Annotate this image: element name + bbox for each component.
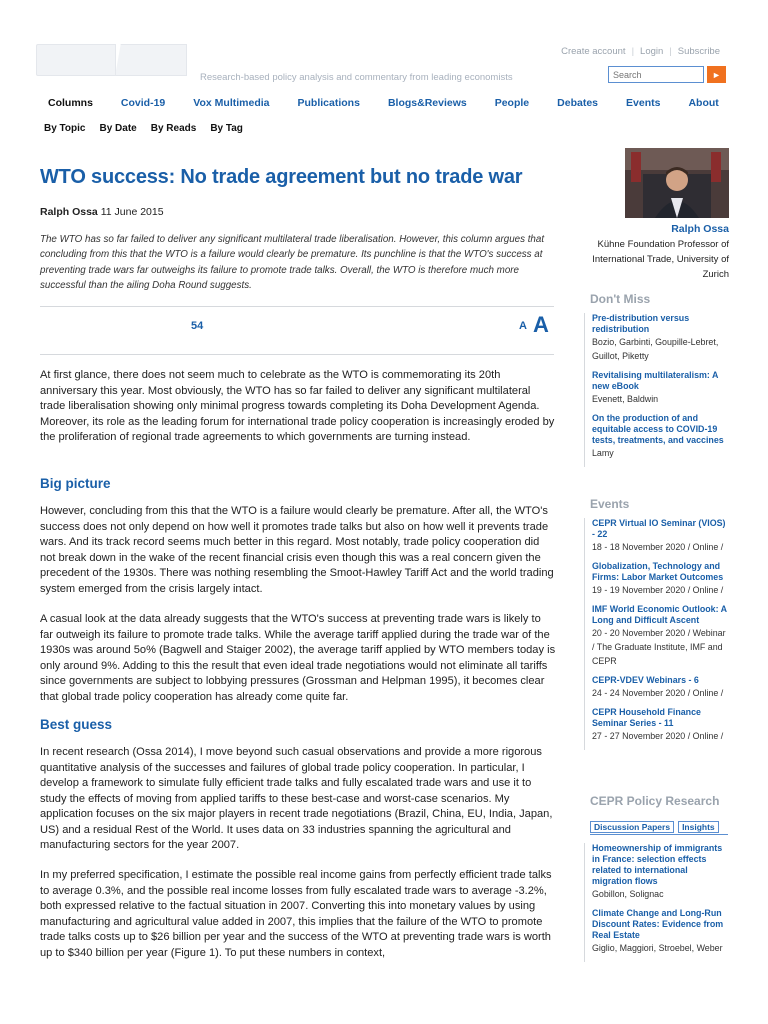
site-tagline: Research-based policy analysis and commentary from leading economists	[200, 72, 513, 83]
tab-underline	[590, 834, 728, 835]
nav-columns[interactable]: Columns	[48, 97, 93, 109]
dont-miss-link[interactable]: On the production of and equitable access to COVID-19 tests, treatments, and vaccines	[592, 413, 724, 445]
policy-research-list	[584, 843, 728, 962]
policy-paper-authors: Giglio, Maggiori, Stroebel, Weber	[592, 943, 723, 953]
dont-miss-link[interactable]: Pre-distribution versus redistribution	[592, 313, 690, 334]
arrow-right-icon: ►	[712, 69, 721, 80]
font-size-increase-button[interactable]: A	[533, 312, 549, 337]
list-item	[592, 908, 728, 955]
section-heading-best-guess: Best guess	[40, 717, 113, 732]
dont-miss-authors: Bozio, Garbinti, Goupille-Lebret, Guillot, Piketty	[592, 337, 719, 361]
event-link[interactable]: Globalization, Technology and Firms: Labor Market Outcomes	[592, 561, 724, 582]
article-date: 11 June 2015	[100, 206, 164, 218]
author-portrait-image	[625, 148, 729, 218]
site-logo[interactable]	[36, 44, 188, 76]
events-heading: Events	[590, 497, 630, 511]
divider	[40, 306, 554, 307]
tab-discussion-papers[interactable]: Discussion Papers	[590, 821, 674, 833]
create-account-link[interactable]: Create account	[561, 46, 626, 57]
event-meta: 19 - 19 November 2020 / Online /	[592, 585, 724, 595]
article-paragraph: A casual look at the data already suggests that the WTO's success at preventing trade wars is likely to far outweigh its failure to promote trade talks. While the average tariff applied during the trade war of the 1930s was around 5o% (Bagwell and Staiger 2002), the average tariff applied by WTO members today is only around 9%. Adding to this the result that even ideal trade negotiations would not eliminate all tariffs since governments are subject to lobbying pressures (Grossman and Helpman 1995), it becomes clear that global trade policy cooperation has already come quite far.	[40, 613, 556, 703]
list-item	[592, 370, 728, 406]
event-link[interactable]: IMF World Economic Outlook: A Long and Difficult Ascent	[592, 604, 727, 625]
link-separator: |	[669, 46, 672, 57]
tab-insights[interactable]: Insights	[678, 821, 719, 833]
login-link[interactable]: Login	[640, 46, 664, 57]
event-link[interactable]: CEPR-VDEV Webinars - 6	[592, 675, 699, 685]
list-item	[592, 313, 728, 363]
dont-miss-heading: Don't Miss	[590, 292, 651, 306]
font-size-decrease-button[interactable]: A	[519, 320, 527, 332]
event-meta: 24 - 24 November 2020 / Online /	[592, 688, 724, 698]
nav-covid-19[interactable]: Covid-19	[120, 97, 166, 109]
policy-paper-link[interactable]: Climate Change and Long-Run Discount Rates: Evidence from Real Estate	[592, 908, 724, 940]
sub-nav	[44, 123, 243, 134]
logo-left-block	[36, 44, 116, 76]
search-input[interactable]	[608, 66, 704, 83]
subnav-by-topic[interactable]: By Topic	[44, 123, 86, 134]
article-paragraph: However, concluding from this that the WTO is a failure would clearly be premature. After all, the WTO's success does not only depend on how well it promotes trade talks but also on how well it prevents trade wars. And its track record seems much better in this regard. Most notably, trade policy cooperation did not break down in the wake of the recent financial crisis even though this was a real concern given the precedent of the 1930s. There was nothing resembling the Smoot-Hawley Tariff Act and the world trading system emerged from the crisis largely intact.	[40, 505, 554, 595]
divider	[40, 354, 554, 355]
search-button[interactable]	[707, 66, 726, 83]
dont-miss-authors: Evenett, Baldwin	[592, 394, 659, 404]
list-item	[592, 413, 728, 460]
article-title: WTO success: No trade agreement but no trade war	[40, 166, 523, 188]
article-byline	[40, 206, 164, 218]
policy-research-heading: CEPR Policy Research	[590, 794, 720, 808]
main-nav	[48, 97, 747, 109]
author-link[interactable]: Ralph Ossa	[40, 206, 98, 218]
nav-blogs-reviews[interactable]: Blogs&Reviews	[387, 97, 467, 109]
nav-about[interactable]: About	[688, 97, 719, 109]
nav-debates[interactable]: Debates	[557, 97, 599, 109]
subnav-by-tag[interactable]: By Tag	[210, 123, 243, 134]
policy-paper-link[interactable]: Homeownership of immigrants in France: selection effects related to international migration flows	[592, 843, 723, 886]
policy-research-tabs	[590, 821, 719, 833]
nav-vox-multimedia[interactable]: Vox Multimedia	[193, 97, 270, 109]
events-list	[584, 518, 728, 750]
article-abstract: The WTO has so far failed to deliver any significant multilateral trade liberalisation. However, this column argues that concluding from this that the WTO is a failure would clearly be premature. Its punchline is that the WTO's success at preventing trade wars far outweighs its failure to promote trade talks. Overall, the WTO is therefore much more successful than the ailing Doha Round suggests.	[40, 234, 545, 292]
article-paragraph: In recent research (Ossa 2014), I move beyond such casual observations and provide a more rigorous quantitative analysis of the successes and failures of global trade policy cooperation. In particular, I develop a framework to simulate fully efficient trade talks and fully escalated trade wars and use it to study the effects of moving from applied tariffs to these best-case and worst-case scenarios. My application focuses on the six major players in recent trade negotiations (Brazil, China, EU, India, Japan, US) and a residual Rest of the World. It uses data on 33 industries spanning the agricultural and manufacturing sectors for the year 2007.	[40, 746, 553, 851]
list-item	[592, 561, 728, 597]
link-separator: |	[631, 46, 635, 57]
logo-right-block	[115, 44, 187, 76]
account-links	[561, 46, 720, 57]
author-photo[interactable]	[625, 148, 729, 218]
event-link[interactable]: CEPR Virtual IO Seminar (VIOS) - 22	[592, 518, 726, 539]
sidebar-author-name[interactable]: Ralph Ossa	[671, 223, 729, 235]
event-meta: 18 - 18 November 2020 / Online /	[592, 542, 724, 552]
nav-publications[interactable]: Publications	[297, 97, 360, 109]
list-item	[592, 843, 728, 901]
sidebar-author-affiliation: Kühne Foundation Professor of International Trade, University of Zurich	[592, 239, 729, 280]
dont-miss-authors: Lamy	[592, 448, 614, 458]
list-item	[592, 707, 728, 743]
list-item	[592, 518, 728, 554]
article-paragraph: In my preferred specification, I estimate the possible real income gains from perfectly efficient trade talks to average 0.3%, and the possible real income losses from fully escalated trade wars to average -3.2%, both expressed relative to the factual situation in 2007. Converting this into monetary values by using manufacturing and agricultural value added in 2007, this implies that the failure of the WTO to promote trade talks costs up to $26 billion per year and the success of the WTO at preventing trade wars is worth up to $340 billion per year (Figure 1). To put these numbers in context,	[40, 869, 552, 959]
event-meta: 20 - 20 November 2020 / Webinar / The Graduate Institute, IMF and CEPR	[592, 628, 726, 666]
dont-miss-list	[584, 313, 728, 467]
list-item	[592, 675, 728, 700]
list-item	[592, 604, 728, 668]
subnav-by-date[interactable]: By Date	[99, 123, 137, 134]
subscribe-link[interactable]: Subscribe	[677, 46, 720, 57]
nav-people[interactable]: People	[494, 97, 530, 109]
event-link[interactable]: CEPR Household Finance Seminar Series - 11	[592, 707, 701, 728]
share-count[interactable]: 54	[191, 320, 204, 332]
article-paragraph: At first glance, there does not seem much to celebrate as the WTO is commemorating its 20th anniversary this year. Most obviously, the WTO has so far failed to deliver any significant multilateral trade liberalisation showing only minimal progress towards completing its Doha Development Agenda. Moreover, its role as the leading forum for international trade policy cooperation is increasingly eroded by the proliferation of regional trade agreements to which governments are turning instead.	[40, 369, 555, 443]
policy-paper-authors: Gobillon, Solignac	[592, 889, 664, 899]
event-meta: 27 - 27 November 2020 / Online /	[592, 731, 724, 741]
nav-events[interactable]: Events	[626, 97, 661, 109]
subnav-by-reads[interactable]: By Reads	[150, 123, 197, 134]
section-heading-big-picture: Big picture	[40, 476, 111, 491]
dont-miss-link[interactable]: Revitalising multilateralism: A new eBook	[592, 370, 719, 391]
